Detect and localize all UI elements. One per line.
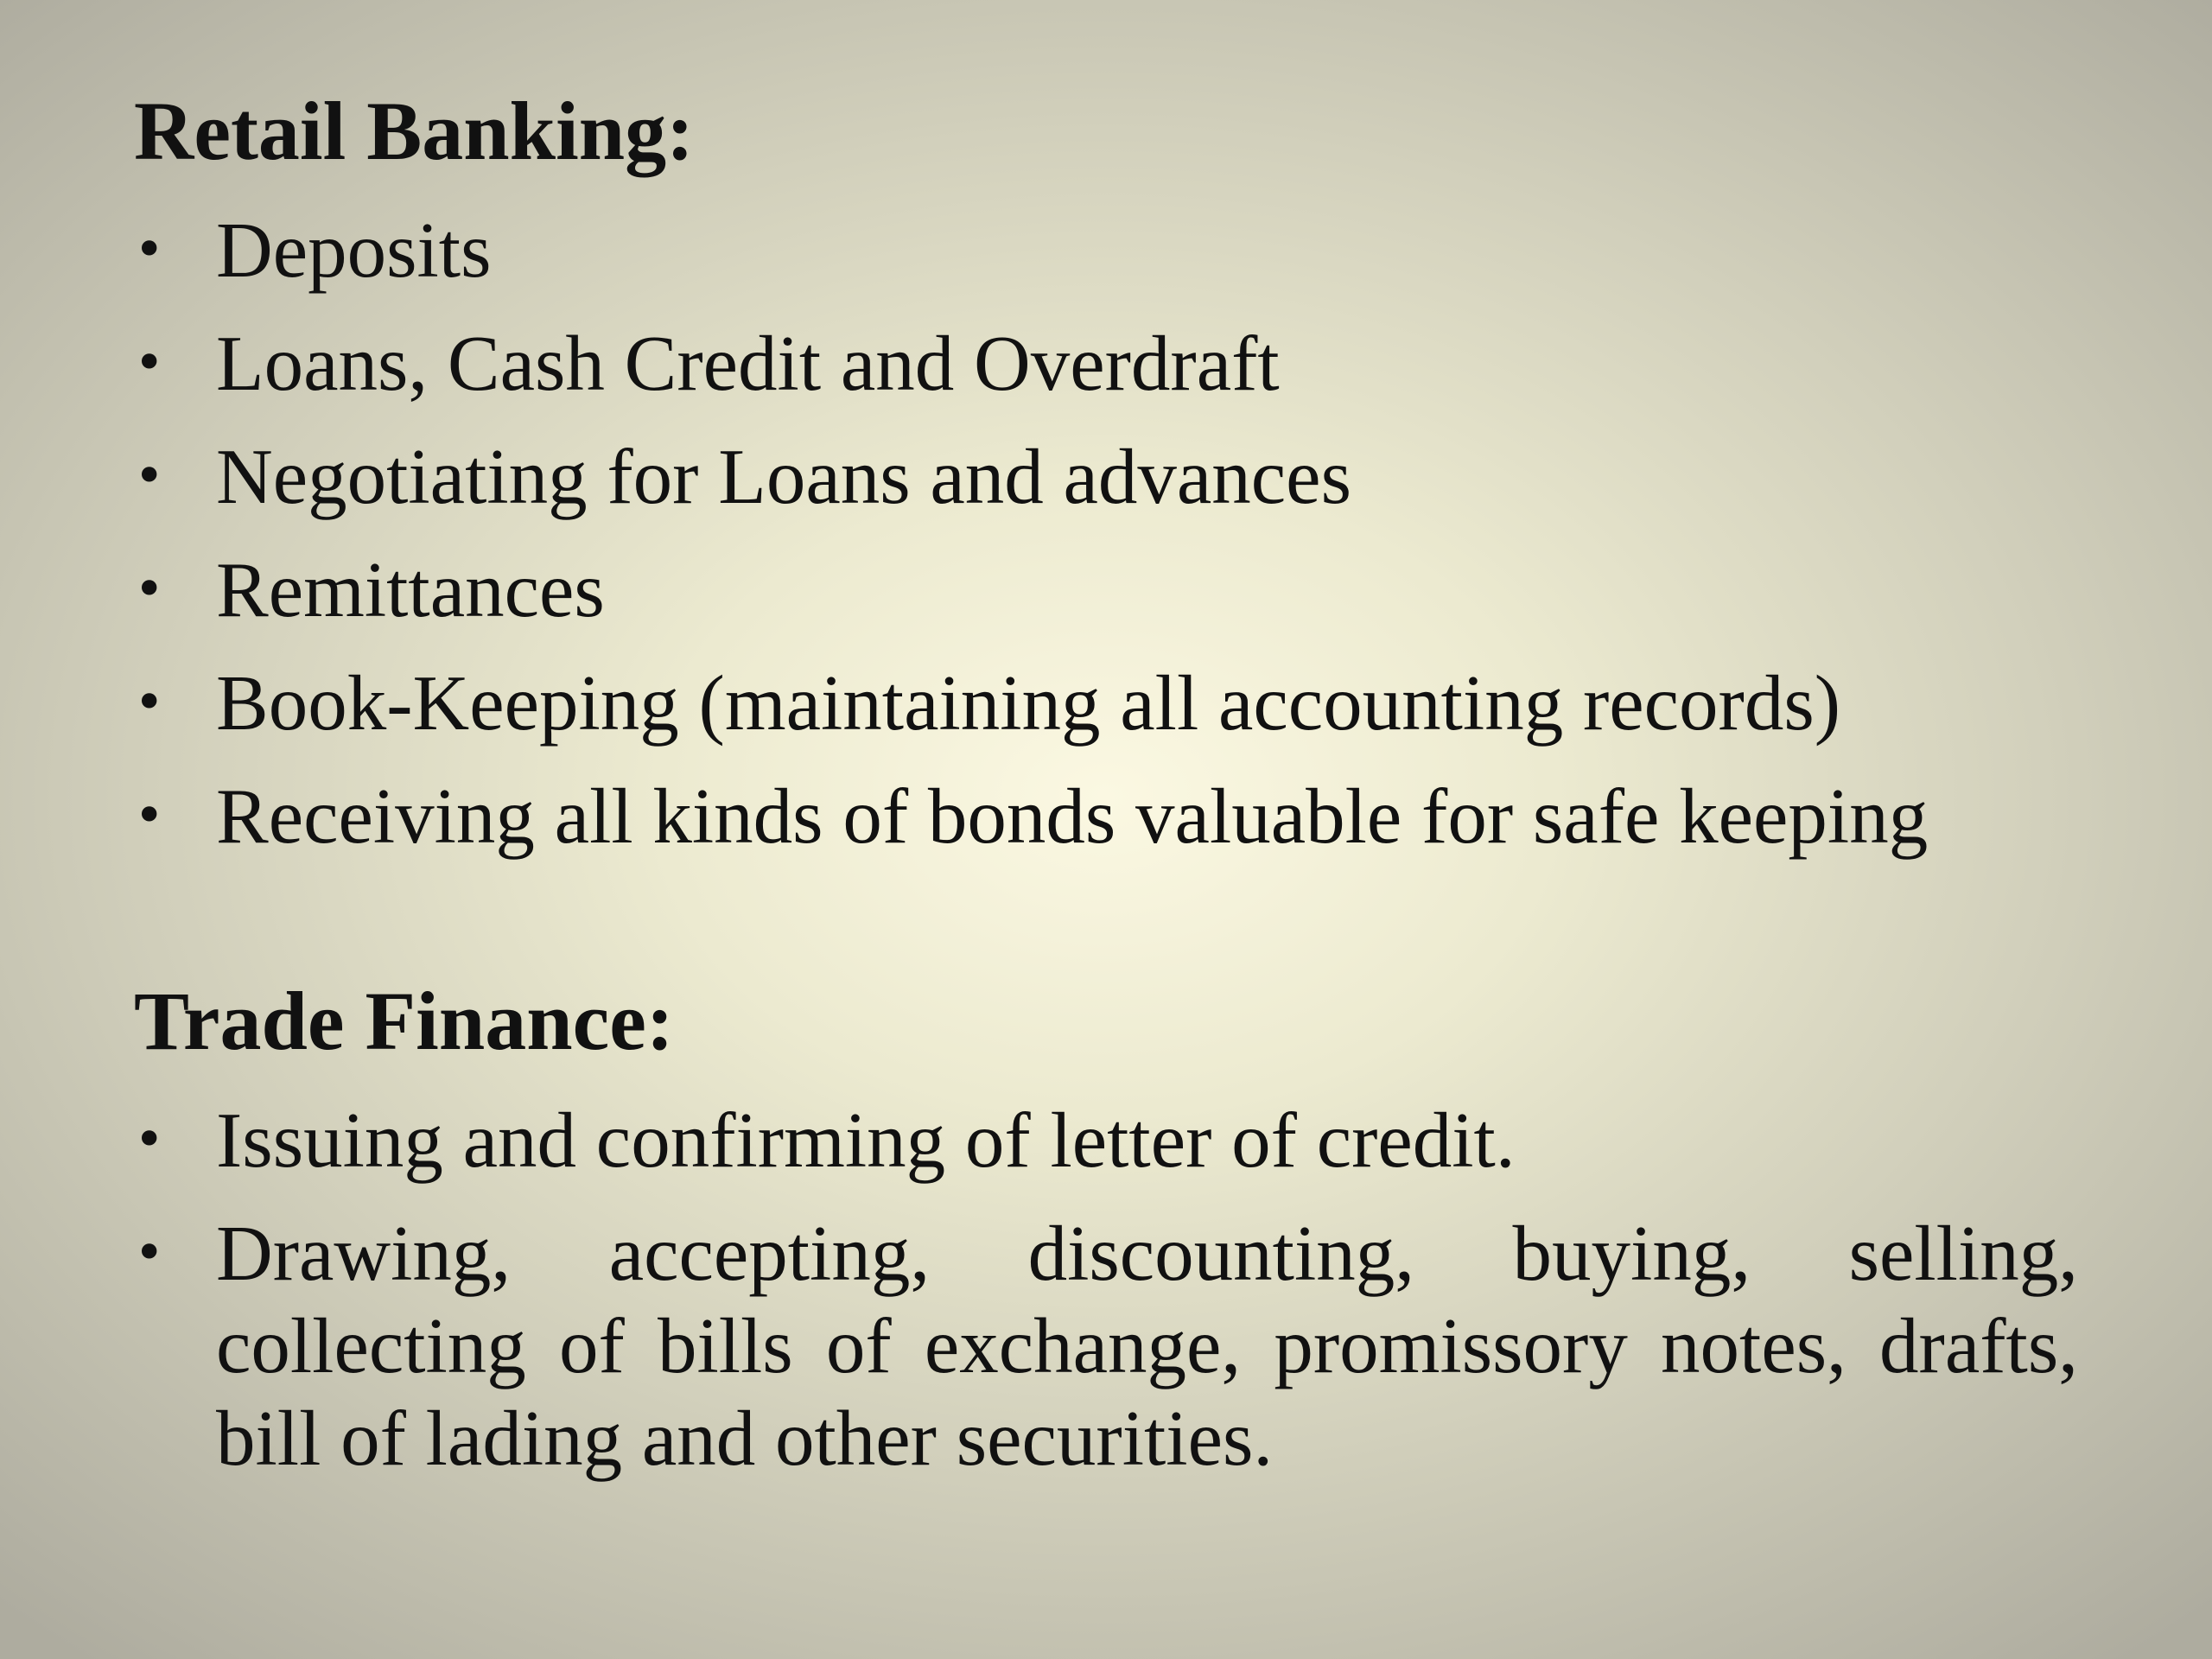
list-item-text: Issuing and confirming of letter of credit.: [216, 1096, 1516, 1184]
list-item: [134, 1207, 2078, 1484]
section-retail-banking: [134, 79, 2078, 862]
bullet-icon: •: [134, 1223, 165, 1283]
list-item-text: Remittances: [216, 546, 605, 633]
list-item-text: Deposits: [216, 207, 492, 294]
list-item: [134, 770, 2078, 862]
bullet-list: [134, 204, 2078, 862]
bullet-icon: •: [134, 672, 165, 733]
bullet-icon: •: [134, 219, 165, 280]
list-item: [134, 430, 2078, 523]
list-item-text: Receiving all kinds of bonds valuable for safe keeping: [216, 772, 1929, 860]
list-item-text: Drawing, accepting, discounting, buying, selling, collecting of bills of exchange, promissory notes, drafts, bill of lading and other securities.: [216, 1210, 2078, 1482]
list-item-text: Book-Keeping (maintaining all accounting records): [216, 659, 1841, 747]
bullet-icon: •: [134, 446, 165, 506]
list-item-text: Negotiating for Loans and advances: [216, 433, 1351, 520]
list-item: [134, 657, 2078, 749]
section-heading: Retail Banking:: [134, 85, 695, 177]
list-item: [134, 543, 2078, 636]
list-item-text: Loans, Cash Credit and Overdraft: [216, 320, 1280, 407]
bullet-icon: •: [134, 1109, 165, 1170]
bullet-icon: •: [134, 785, 165, 846]
list-item: [134, 317, 2078, 410]
bullet-icon: •: [134, 559, 165, 620]
list-item: [134, 1094, 2078, 1186]
section-trade-finance: [134, 969, 2078, 1484]
list-item: [134, 204, 2078, 296]
bullet-list: [134, 1094, 2078, 1484]
section-heading: Trade Finance:: [134, 975, 674, 1067]
bullet-icon: •: [134, 333, 165, 393]
